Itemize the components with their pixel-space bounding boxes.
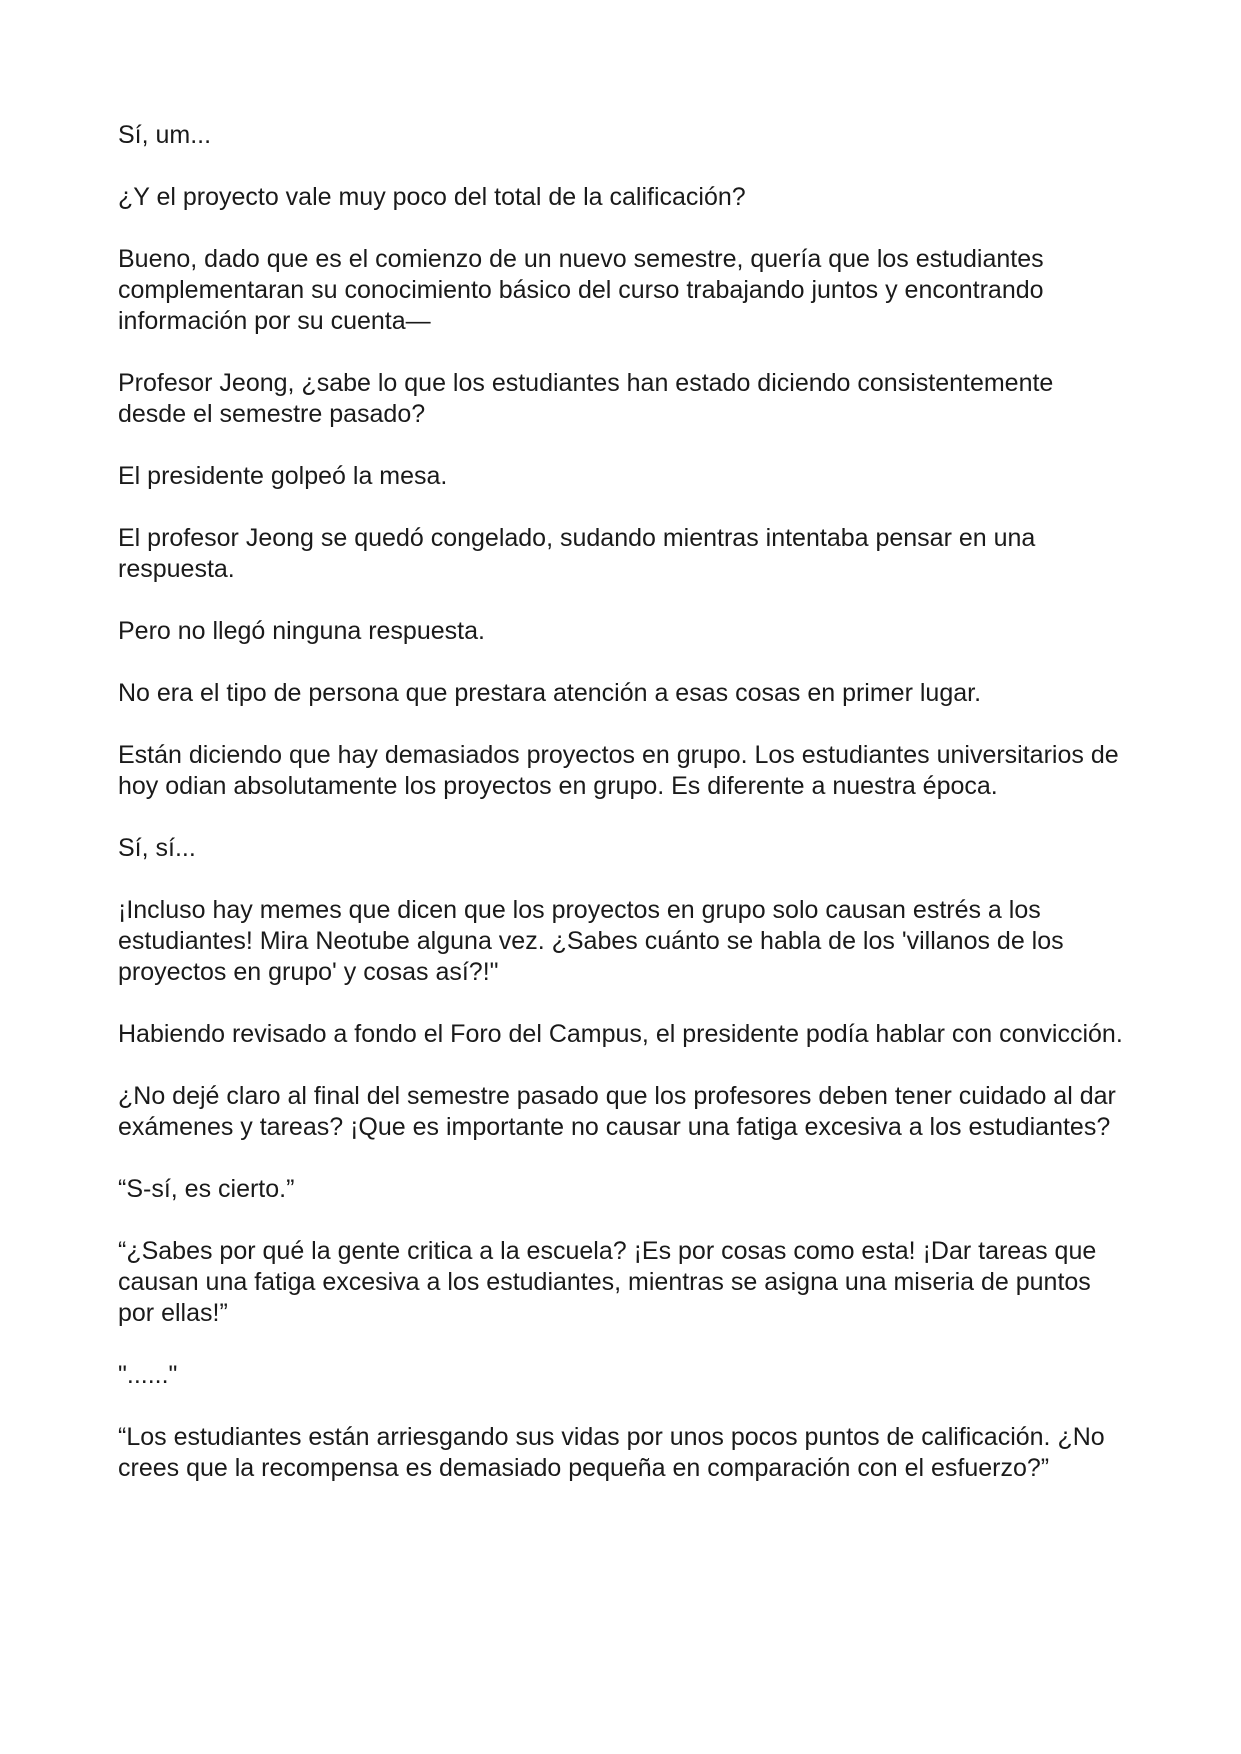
paragraph: ¿No dejé claro al final del semestre pasado que los profesores deben tener cuidado al dar exámenes y tareas? ¡Que es importante no causar una fatiga excesiva a los estudiantes? — [118, 1082, 1116, 1141]
paragraph: Profesor Jeong, ¿sabe lo que los estudiantes han estado diciendo consistentemente desde el semestre pasado? — [118, 369, 1054, 428]
paragraph: “Los estudiantes están arriesgando sus vidas por unos pocos puntos de calificación. ¿No crees que la recompensa es demasiado pequeña en comparación con el esfuerzo?” — [118, 1423, 1105, 1482]
paragraph: "......" — [118, 1361, 178, 1389]
paragraph: Bueno, dado que es el comienzo de un nuevo semestre, quería que los estudiantes complementaran su conocimiento básico del curso trabajando juntos y encontrando información por su cuenta— — [118, 245, 1044, 335]
paragraph: “¿Sabes por qué la gente critica a la escuela? ¡Es por cosas como esta! ¡Dar tareas que causan una fatiga excesiva a los estudiantes, mientras se asigna una miseria de puntos por ellas!” — [118, 1237, 1097, 1327]
paragraph: No era el tipo de persona que prestara atención a esas cosas en primer lugar. — [118, 679, 982, 707]
document-body — [118, 120, 1128, 1515]
paragraph: ¿Y el proyecto vale muy poco del total de la calificación? — [118, 183, 746, 211]
paragraph: El profesor Jeong se quedó congelado, sudando mientras intentaba pensar en una respuesta. — [118, 524, 1036, 583]
paragraph: ¡Incluso hay memes que dicen que los proyectos en grupo solo causan estrés a los estudiantes! Mira Neotube alguna vez. ¿Sabes cuánto se habla de los 'villanos de los proyectos en grupo' y cosas así?!" — [118, 896, 1064, 986]
paragraph: Sí, um... — [118, 121, 212, 149]
paragraph: Están diciendo que hay demasiados proyectos en grupo. Los estudiantes universitarios de hoy odian absolutamente los proyectos en grupo. Es diferente a nuestra época. — [118, 741, 1119, 800]
paragraph: “S-sí, es cierto.” — [118, 1175, 295, 1203]
paragraph: Habiendo revisado a fondo el Foro del Campus, el presidente podía hablar con convicción. — [118, 1020, 1123, 1048]
paragraph: El presidente golpeó la mesa. — [118, 462, 448, 490]
paragraph: Pero no llegó ninguna respuesta. — [118, 617, 485, 645]
paragraph: Sí, sí... — [118, 834, 196, 862]
